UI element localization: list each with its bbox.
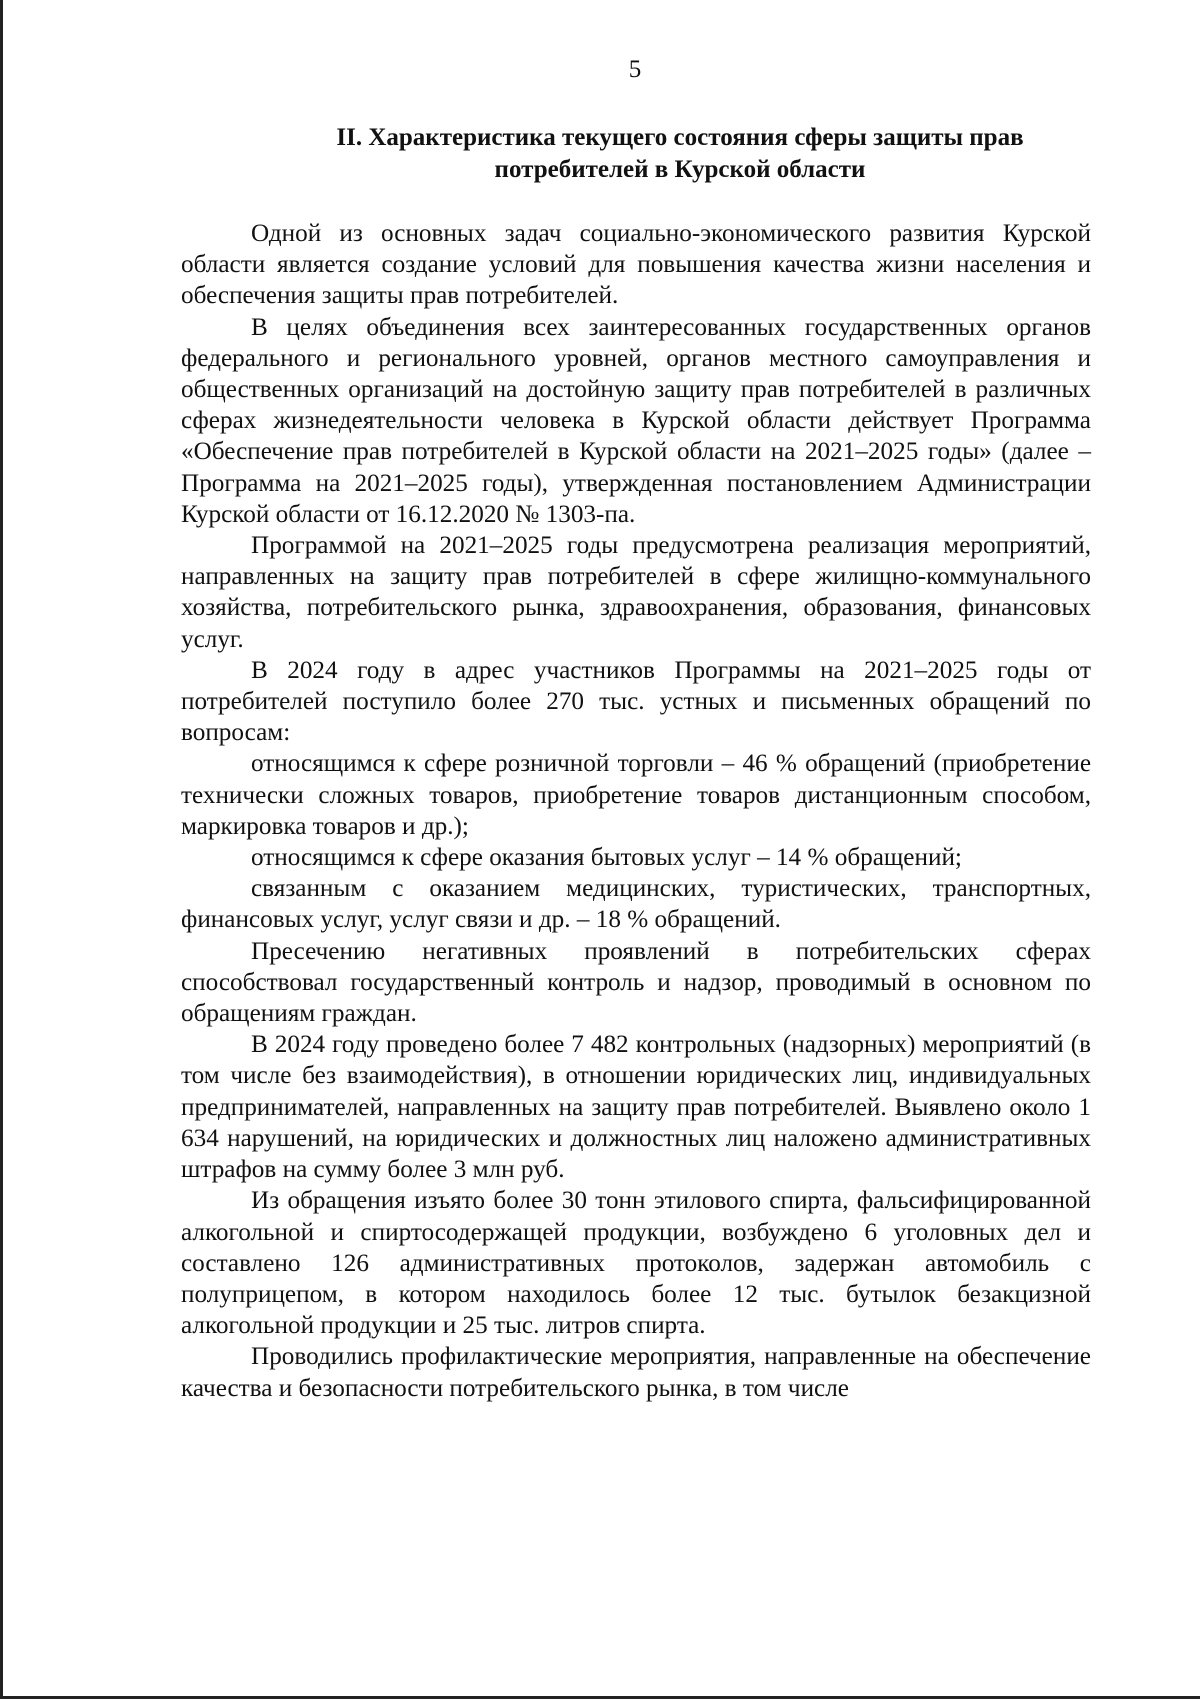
page-number: 5 bbox=[628, 56, 642, 83]
paragraph-state-control: Пресечению негативных проявлений в потребительских сферах способствовал государственный контроль и надзор, проводимый в основном по обращениям граждан. bbox=[181, 937, 1091, 1028]
body-text bbox=[181, 218, 1091, 1404]
paragraph-household-services-appeals: относящимся к сфере оказания бытовых услуг – 14 % обращений; bbox=[251, 844, 962, 872]
paragraph-inspections-2024: В 2024 году проведено более 7 482 контрольных (надзорных) мероприятий (в том числе без взаимодействия), в отношении юридических лиц, индивидуальных предпринимателей, направленных на защиту прав потребителей. Выявлено около 1 634 нарушений, на юридических и должностных лиц наложено административных штрафов на сумму более 3 млн руб. bbox=[181, 1031, 1091, 1184]
paragraph-program: В целях объединения всех заинтересованных государственных органов федерального и регионального уровней, органов местного самоуправления и общественных организаций на достойную защиту прав потребителей в различных сферах жизнедеятельности человека в Курской области действует Программа «Обеспечение прав потребителей в Курской области на 2021–2025 годы» (далее – Программа на 2021–2025 годы), утвержденная постановлением Администрации Курской области от 16.12.2020 № 1303-па. bbox=[181, 313, 1091, 528]
paragraph-intro: Одной из основных задач социально-экономического развития Курской области является создание условий для повышения качества жизни населения и обеспечения защиты прав потребителей. bbox=[181, 220, 1091, 310]
paragraph-preventive-measures: Проводились профилактические мероприятия, направленные на обеспечение качества и безопасности потребительского рынка, в том числе bbox=[181, 1343, 1091, 1402]
paragraph-appeals-2024: В 2024 году в адрес участников Программы на 2021–2025 годы от потребителей поступило более 270 тыс. устных и письменных обращений по вопросам: bbox=[181, 656, 1091, 747]
section-heading-line-1: II. Характеристика текущего состояния сферы защиты прав bbox=[336, 124, 1024, 151]
paragraph-seizures: Из обращения изъято более 30 тонн этилового спирта, фальсифицированной алкогольной и спиртосодержащей продукции, возбуждено 6 уголовных дел и составлено 126 административных протоколов, задержан автомобиль с полуприцепом, в котором находилось более 12 тыс. бутылок безакцизной алкогольной продукции и 25 тыс. литров спирта. bbox=[181, 1187, 1091, 1340]
page-left-border bbox=[0, 0, 3, 1699]
paragraph-program-measures: Программой на 2021–2025 годы предусмотрена реализация мероприятий, направленных на защиту прав потребителей в сфере жилищно-коммунального хозяйства, потребительского рынка, здравоохранения, образования, финансовых услуг. bbox=[181, 532, 1091, 653]
paragraph-retail-appeals: относящимся к сфере розничной торговли – 46 % обращений (приобретение технически сложных товаров, приобретение товаров дистанционным способом, маркировка товаров и др.); bbox=[181, 750, 1091, 840]
section-heading bbox=[230, 122, 1130, 186]
paragraph-other-services-appeals: связанным с оказанием медицинских, туристических, транспортных, финансовых услуг, услуг связи и др. – 18 % обращений. bbox=[181, 875, 1091, 934]
section-heading-line-2: потребителей в Курской области bbox=[494, 156, 866, 183]
